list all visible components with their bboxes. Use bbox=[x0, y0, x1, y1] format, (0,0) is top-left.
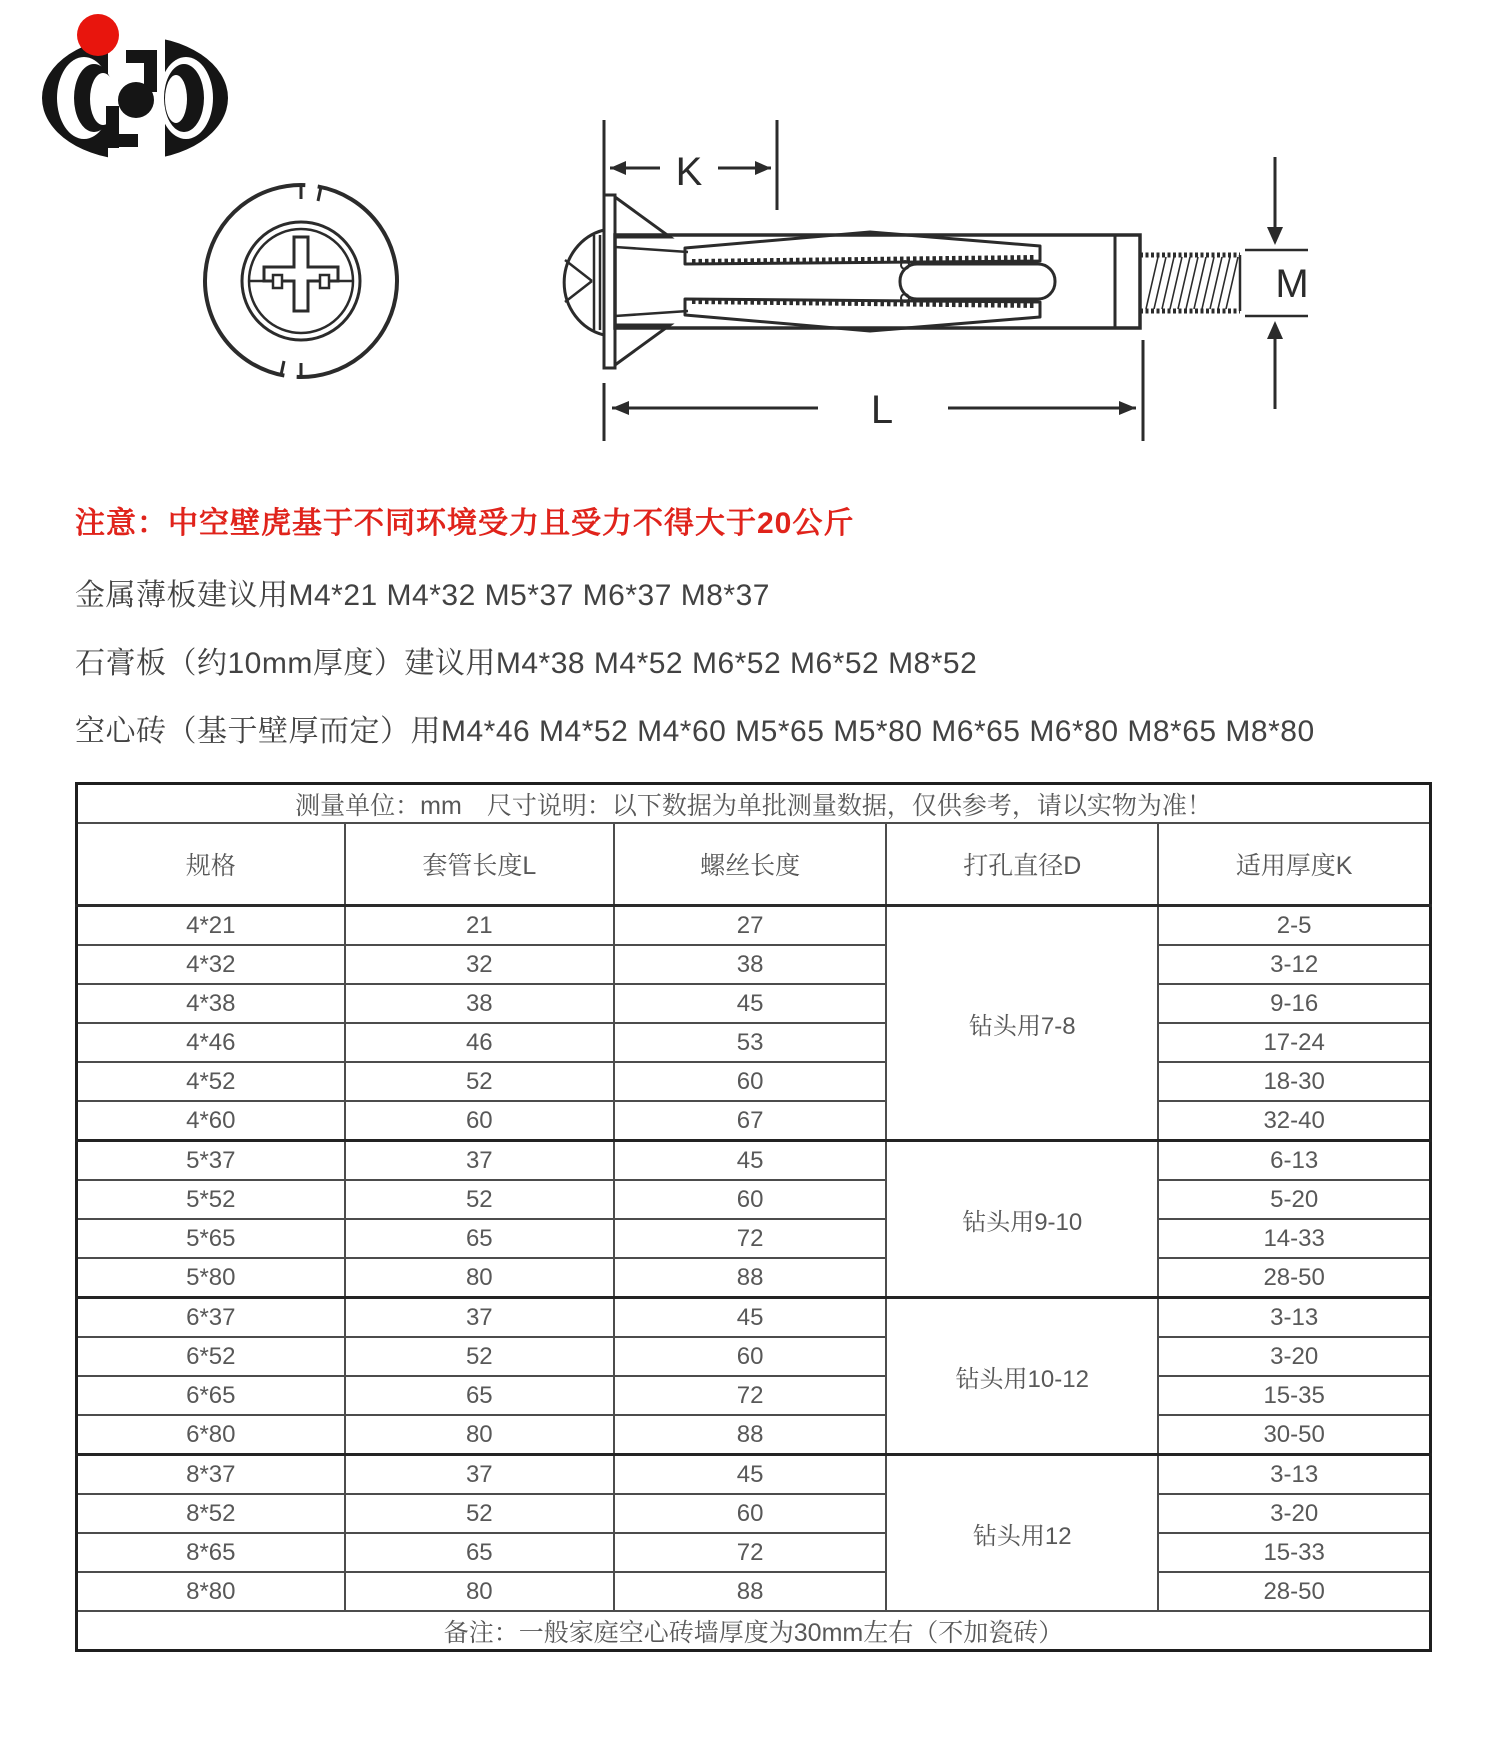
spec-cell: 8*80 bbox=[77, 1572, 345, 1611]
table-row bbox=[77, 1258, 1431, 1298]
sleeve-length-cell: 37 bbox=[345, 1298, 614, 1338]
dim-l-label: L bbox=[870, 388, 894, 432]
table-row bbox=[77, 1572, 1431, 1611]
thickness-cell: 14-33 bbox=[1158, 1219, 1430, 1258]
sleeve-length-cell: 46 bbox=[345, 1023, 614, 1062]
thickness-cell: 9-16 bbox=[1158, 984, 1430, 1023]
sleeve-length-cell: 52 bbox=[345, 1337, 614, 1376]
metal-sheet-recommendation: 金属薄板建议用M4*21 M4*32 M5*37 M6*37 M8*37 bbox=[75, 579, 770, 612]
screw-length-cell: 72 bbox=[614, 1376, 886, 1415]
thickness-cell: 6-13 bbox=[1158, 1141, 1430, 1181]
spec-cell: 8*37 bbox=[77, 1455, 345, 1495]
table-row bbox=[77, 1141, 1431, 1181]
screw-length-cell: 60 bbox=[614, 1180, 886, 1219]
table-row bbox=[77, 1219, 1431, 1258]
sleeve-length-cell: 65 bbox=[345, 1533, 614, 1572]
screw-length-cell: 53 bbox=[614, 1023, 886, 1062]
table-row bbox=[77, 1494, 1431, 1533]
spec-cell: 5*80 bbox=[77, 1258, 345, 1298]
table-row bbox=[77, 1376, 1431, 1415]
thickness-cell: 28-50 bbox=[1158, 1258, 1430, 1298]
table-row bbox=[77, 1180, 1431, 1219]
spec-cell: 8*65 bbox=[77, 1533, 345, 1572]
table-header-row bbox=[77, 823, 1431, 906]
thickness-cell: 3-20 bbox=[1158, 1494, 1430, 1533]
table-title-row bbox=[77, 784, 1431, 824]
col-header-drill-dia: 打孔直径D bbox=[886, 823, 1158, 906]
table-row bbox=[77, 906, 1431, 946]
drill-diameter-cell: 钻头用10-12 bbox=[886, 1298, 1158, 1455]
col-header-screw-len: 螺丝长度 bbox=[614, 823, 886, 906]
sleeve-length-cell: 65 bbox=[345, 1219, 614, 1258]
sleeve-length-cell: 37 bbox=[345, 1141, 614, 1181]
sleeve-length-cell: 38 bbox=[345, 984, 614, 1023]
thickness-cell: 28-50 bbox=[1158, 1572, 1430, 1611]
table-row bbox=[77, 1455, 1431, 1495]
table-row bbox=[77, 1062, 1431, 1101]
hollow-brick-recommendation: 空心砖（基于壁厚而定）用M4*46 M4*52 M4*60 M5*65 M5*80 M6*65 M6*80 M8*65 M8*80 bbox=[75, 715, 1315, 748]
sleeve-length-cell: 52 bbox=[345, 1494, 614, 1533]
spec-cell: 4*32 bbox=[77, 945, 345, 984]
sleeve-length-cell: 52 bbox=[345, 1180, 614, 1219]
screw-length-cell: 27 bbox=[614, 906, 886, 946]
measure-unit-note: 测量单位：mm 尺寸说明：以下数据为单批测量数据，仅供参考，请以实物为准！ bbox=[77, 784, 1431, 824]
screw-length-cell: 72 bbox=[614, 1219, 886, 1258]
spec-cell: 5*65 bbox=[77, 1219, 345, 1258]
thickness-cell: 2-5 bbox=[1158, 906, 1430, 946]
col-header-spec: 规格 bbox=[77, 823, 345, 906]
spec-cell: 5*37 bbox=[77, 1141, 345, 1181]
screw-length-cell: 72 bbox=[614, 1533, 886, 1572]
spec-cell: 6*80 bbox=[77, 1415, 345, 1455]
thickness-cell: 15-33 bbox=[1158, 1533, 1430, 1572]
drill-diameter-cell: 钻头用7-8 bbox=[886, 906, 1158, 1141]
table-row bbox=[77, 1298, 1431, 1338]
spec-cell: 5*52 bbox=[77, 1180, 345, 1219]
sleeve-length-cell: 32 bbox=[345, 945, 614, 984]
screw-length-cell: 45 bbox=[614, 1141, 886, 1181]
spec-table bbox=[75, 782, 1432, 1652]
thickness-cell: 18-30 bbox=[1158, 1062, 1430, 1101]
table-row bbox=[77, 1337, 1431, 1376]
screw-length-cell: 88 bbox=[614, 1572, 886, 1611]
spec-cell: 4*46 bbox=[77, 1023, 345, 1062]
screw-length-cell: 60 bbox=[614, 1494, 886, 1533]
spec-cell: 4*60 bbox=[77, 1101, 345, 1141]
thickness-cell: 15-35 bbox=[1158, 1376, 1430, 1415]
thickness-cell: 32-40 bbox=[1158, 1101, 1430, 1141]
spec-cell: 6*65 bbox=[77, 1376, 345, 1415]
spec-cell: 6*52 bbox=[77, 1337, 345, 1376]
brand-logo-graphic bbox=[38, 8, 238, 170]
sleeve-length-cell: 80 bbox=[345, 1572, 614, 1611]
table-remark: 备注：一般家庭空心砖墙厚度为30mm左右（不加瓷砖） bbox=[77, 1611, 1431, 1651]
screw-length-cell: 88 bbox=[614, 1415, 886, 1455]
sleeve-length-cell: 60 bbox=[345, 1101, 614, 1141]
table-remark-row bbox=[77, 1611, 1431, 1651]
thickness-cell: 5-20 bbox=[1158, 1180, 1430, 1219]
sleeve-length-cell: 37 bbox=[345, 1455, 614, 1495]
logo-red-dot bbox=[77, 14, 119, 56]
drill-diameter-cell: 钻头用12 bbox=[886, 1455, 1158, 1612]
screw-length-cell: 45 bbox=[614, 1455, 886, 1495]
gypsum-board-recommendation: 石膏板（约10mm厚度）建议用M4*38 M4*52 M6*52 M6*52 M8*52 bbox=[75, 647, 978, 680]
col-header-thickness: 适用厚度K bbox=[1158, 823, 1430, 906]
thickness-cell: 30-50 bbox=[1158, 1415, 1430, 1455]
thickness-cell: 17-24 bbox=[1158, 1023, 1430, 1062]
table-row bbox=[77, 1101, 1431, 1141]
anchor-front-view-drawing bbox=[197, 175, 407, 387]
thickness-cell: 3-12 bbox=[1158, 945, 1430, 984]
screw-length-cell: 60 bbox=[614, 1337, 886, 1376]
drill-diameter-cell: 钻头用9-10 bbox=[886, 1141, 1158, 1298]
dim-m-label: M bbox=[1275, 262, 1309, 306]
spec-cell: 4*52 bbox=[77, 1062, 345, 1101]
anchor-side-view-drawing bbox=[470, 85, 1320, 465]
screw-length-cell: 60 bbox=[614, 1062, 886, 1101]
sleeve-length-cell: 21 bbox=[345, 906, 614, 946]
sleeve-length-cell: 52 bbox=[345, 1062, 614, 1101]
col-header-sleeve-len: 套管长度L bbox=[345, 823, 614, 906]
load-warning-text: 注意：中空壁虎基于不同环境受力且受力不得大于20公斤 bbox=[75, 507, 855, 540]
spec-cell: 4*38 bbox=[77, 984, 345, 1023]
thickness-cell: 3-20 bbox=[1158, 1337, 1430, 1376]
brand-logo bbox=[38, 8, 238, 170]
screw-length-cell: 88 bbox=[614, 1258, 886, 1298]
screw-length-cell: 45 bbox=[614, 984, 886, 1023]
spec-cell: 4*21 bbox=[77, 906, 345, 946]
screw-length-cell: 45 bbox=[614, 1298, 886, 1338]
spec-table-body bbox=[77, 784, 1431, 1612]
table-row bbox=[77, 1023, 1431, 1062]
sleeve-length-cell: 80 bbox=[345, 1415, 614, 1455]
thickness-cell: 3-13 bbox=[1158, 1298, 1430, 1338]
spec-cell: 8*52 bbox=[77, 1494, 345, 1533]
table-row bbox=[77, 945, 1431, 984]
screw-length-cell: 67 bbox=[614, 1101, 886, 1141]
screw-length-cell: 38 bbox=[614, 945, 886, 984]
table-row bbox=[77, 984, 1431, 1023]
table-row bbox=[77, 1533, 1431, 1572]
table-row bbox=[77, 1415, 1431, 1455]
thickness-cell: 3-13 bbox=[1158, 1455, 1430, 1495]
sleeve-length-cell: 80 bbox=[345, 1258, 614, 1298]
sleeve-length-cell: 65 bbox=[345, 1376, 614, 1415]
dim-k-label: K bbox=[675, 150, 703, 194]
spec-cell: 6*37 bbox=[77, 1298, 345, 1338]
